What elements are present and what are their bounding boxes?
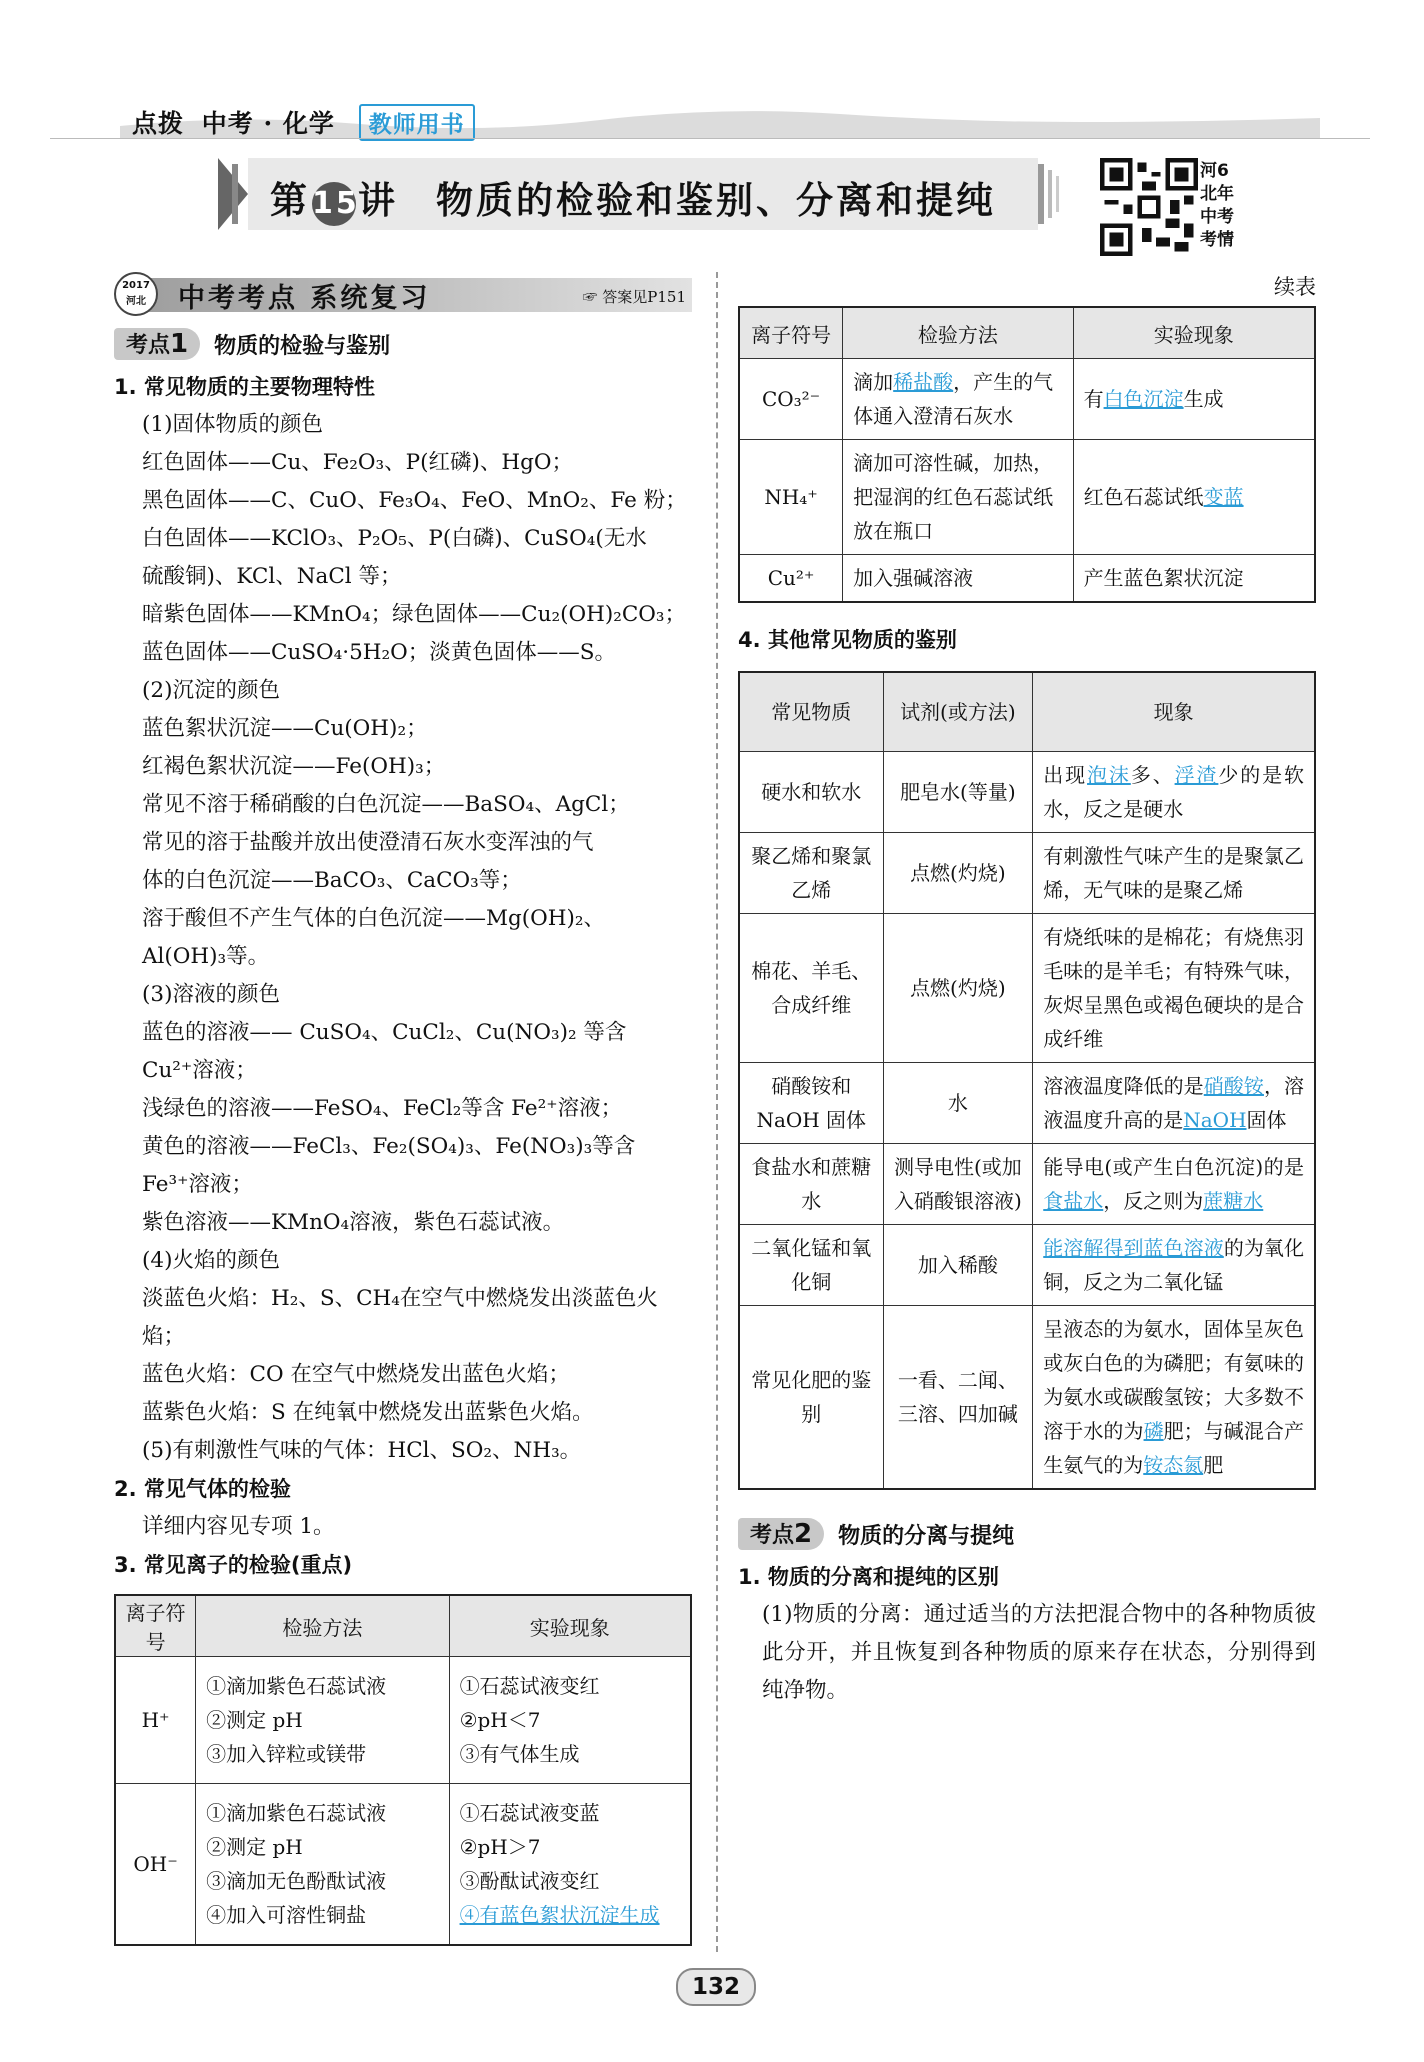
table-header-row: 常见物质 试剂(或方法) 现象 [739,672,1315,752]
book-brand [132,104,475,141]
text-line: 蓝色固体——CuSO₄·5H₂O；淡黄色固体——S。 [142,640,617,665]
text-line: 硫酸铜)、KCl、NaCl 等； [142,564,402,589]
section-heading [114,270,692,316]
cell-line: ②pH＜7 [459,1708,541,1732]
header-rule [50,138,1370,139]
kaodian-2-title: 物质的分离与提纯 [838,1523,1015,1549]
cell-line: ②测定 pH [206,1708,303,1732]
ion-test-table-continued [738,306,1316,603]
table-row: NH₄⁺ 滴加可溶性碱，加热，把湿润的红色石蕊试纸放在瓶口 红色石蕊试纸变蓝 [739,440,1315,555]
kaodian-1-title: 物质的检验与鉴别 [214,333,391,359]
text-line: 红色固体——Cu、Fe₂O₃、P(红磷)、HgO； [142,450,574,475]
text-line: 蓝色絮状沉淀——Cu(OH)₂； [142,716,428,741]
other-identification-table [738,671,1316,1490]
section-title: 中考考点 系统复习 [178,283,431,314]
table-row: OH⁻ ①滴加紫色石蕊试液 ②测定 pH ③滴加无色酚酞试液 ④加入可溶性铜盐 ①石蕊试液变蓝 ②pH＞7 ③酚酞试液变红 ④有蓝色絮状沉淀生成 [115,1784,691,1946]
subheading: 3. 常见离子的检验(重点) [114,1553,353,1577]
text-line: 蓝色的溶液—— CuSO₄、CuCl₂、Cu(NO₃)₂ 等含 [142,1020,627,1045]
table-row: 硬水和软水 肥皂水(等量) 出现泡沫多、浮渣少的是软水，反之是硬水 [739,752,1315,833]
cell-line: ③有气体生成 [459,1742,580,1766]
table-row: 二氧化锰和氧化铜 加入稀酸 能溶解得到蓝色溶液的为氧化铜，反之为二氧化锰 [739,1225,1315,1306]
teacher-book-tag: 教师用书 [359,104,475,141]
column-divider [716,272,718,1952]
brand-logo: 点拨 [132,109,185,138]
cell-line: ③加入锌粒或镁带 [206,1742,367,1766]
text-line: 红褐色絮状沉淀——Fe(OH)₃； [142,754,446,779]
table-header-row: 离子符号 检验方法 实验现象 [115,1595,691,1657]
table-header-row: 离子符号 检验方法 实验现象 [739,307,1315,359]
table-row: 硝酸铵和NaOH 固体 水 溶液温度降低的是硝酸铵，溶液温度升高的是NaOH固体 [739,1063,1315,1144]
cell-line: ①石蕊试液变蓝 [459,1801,600,1825]
cell-line: ①滴加紫色石蕊试液 [206,1674,387,1698]
text-line: 白色固体——KClO₃、P₂O₅、P(白磷)、CuSO₄(无水 [142,526,647,551]
text-line: Cu²⁺溶液； [142,1058,257,1083]
text-line: 常见的溶于盐酸并放出使澄清石灰水变浑浊的气 [142,830,594,855]
cell-line: ③滴加无色酚酞试液 [206,1869,387,1893]
text-line: (4)火焰的颜色 [142,1248,280,1273]
text-line: Fe³⁺溶液； [142,1172,253,1197]
table-row: H⁺ ①滴加紫色石蕊试液 ②测定 pH ③加入锌粒或镁带 ①石蕊试液变红 ②pH＜7 ③有气体生成 [115,1657,691,1784]
text-line: 浅绿色的溶液——FeSO₄、FeCl₂等含 Fe²⁺溶液； [142,1096,623,1121]
text-line: 黑色固体——C、CuO、Fe₃O₄、FeO、MnO₂、Fe 粉； [142,488,687,513]
text-line: 暗紫色固体——KMnO₄；绿色固体——Cu₂(OH)₂CO₃； [142,602,687,627]
cell-line: ②pH＞7 [459,1835,541,1859]
lecture-number: 15 [312,182,356,226]
text-line: 蓝色火焰：CO 在空气中燃烧发出蓝色火焰； [142,1362,570,1387]
text-line: (2)沉淀的颜色 [142,678,280,703]
right-column [738,268,1316,1710]
table-row: 棉花、羊毛、合成纤维 点燃(灼烧) 有烧纸味的是棉花；有烧焦羽毛味的是羊毛；有特殊气味，灰烬呈黑色或褐色硬块的是合成纤维 [739,914,1315,1063]
table-row: 食盐水和蔗糖水 测导电性(或加入硝酸银溶液) 能导电(或产生白色沉淀)的是食盐水，反之则为蔗糖水 [739,1144,1315,1225]
text-line: (1)固体物质的颜色 [142,412,323,437]
lecture-title: 第15讲 物质的检验和鉴别、分离和提纯 [270,170,996,226]
left-column [114,270,692,1946]
table-row: 常见化肥的鉴别 一看、二闻、三溶、四加碱 呈液态的为氨水，固体呈灰色或灰白色的为磷肥；有氨味的为氨水或碳酸氢铵；大多数不溶于水的为磷肥；与碱混合产生氨气的为铵态氮肥 [739,1306,1315,1490]
text-line: (5)有刺激性气味的气体：HCl、SO₂、NH₃。 [142,1438,582,1463]
text-line: 淡蓝色火焰：H₂、S、CH₄在空气中燃烧发出淡蓝色火焰； [142,1286,658,1349]
text-line: 常见不溶于稀硝酸的白色沉淀——BaSO₄、AgCl； [142,792,630,817]
lecture-banner [218,158,1064,230]
answer-reference: ☞ 答案见P151 [582,288,686,306]
text-line: 体的白色沉淀——BaCO₃、CaCO₃等； [142,868,522,893]
ion-test-table [114,1594,692,1946]
page-number: 132 [676,1968,756,2006]
cell-line: ③酚酞试液变红 [459,1869,600,1893]
kaodian-1-heading: 考点1 物质的检验与鉴别 [114,326,692,362]
left-text-body [114,368,692,1584]
text-line: 详细内容见专项 1。 [142,1514,335,1539]
kaodian-2-heading: 考点2 物质的分离与提纯 [738,1516,1316,1552]
text-line: Al(OH)₃等。 [142,944,270,969]
text-line: 紫色溶液——KMnO₄溶液，紫色石蕊试液。 [142,1210,565,1235]
text-line: 黄色的溶液——FeCl₃、Fe₂(SO₄)₃、Fe(NO₃)₃等含 [142,1134,636,1159]
other-identification-title: 4. 其他常见物质的鉴别 [738,628,957,652]
table-row: Cu²⁺ 加入强碱溶液 产生蓝色絮状沉淀 [739,555,1315,603]
text-line: (3)溶液的颜色 [142,982,280,1007]
text-line: 蓝紫色火焰：S 在纯氧中燃烧发出蓝紫色火焰。 [142,1400,594,1425]
continued-label: 续表 [1274,275,1316,299]
cell-line: ②测定 pH [206,1835,303,1859]
qr-code-icon[interactable] [1100,158,1198,256]
table-row: 聚乙烯和聚氯乙烯 点燃(灼烧) 有刺激性气味产生的是聚氯乙烯，无气味的是聚乙烯 [739,833,1315,914]
text-line: 溶于酸但不产生气体的白色沉淀——Mg(OH)₂、 [142,906,606,931]
cell-line: ④加入可溶性铜盐 [206,1903,367,1927]
cell-line: ①滴加紫色石蕊试液 [206,1801,387,1825]
table-row: CO₃²⁻ 滴加稀盐酸，产生的气体通入澄清石灰水 有白色沉淀生成 [739,359,1315,440]
cell-line: ①石蕊试液变红 [459,1674,600,1698]
subject-label: 中考 · 化学 [201,109,335,138]
year-badge: 2017 河北 [114,272,158,316]
separation-subtitle: 1. 物质的分离和提纯的区别 [738,1565,999,1589]
cell-line: ④有蓝色絮状沉淀生成 [459,1903,660,1927]
subheading: 1. 常见物质的主要物理特性 [114,375,375,399]
subheading: 2. 常见气体的检验 [114,1477,291,1501]
separation-paragraph: (1)物质的分离：通过适当的方法把混合物中的各种物质彼此分开，并且恢复到各种物质的原来存在状态，分别得到纯净物。 [762,1602,1316,1703]
qr-side-text: 河6北年中考考情 [1200,161,1234,250]
